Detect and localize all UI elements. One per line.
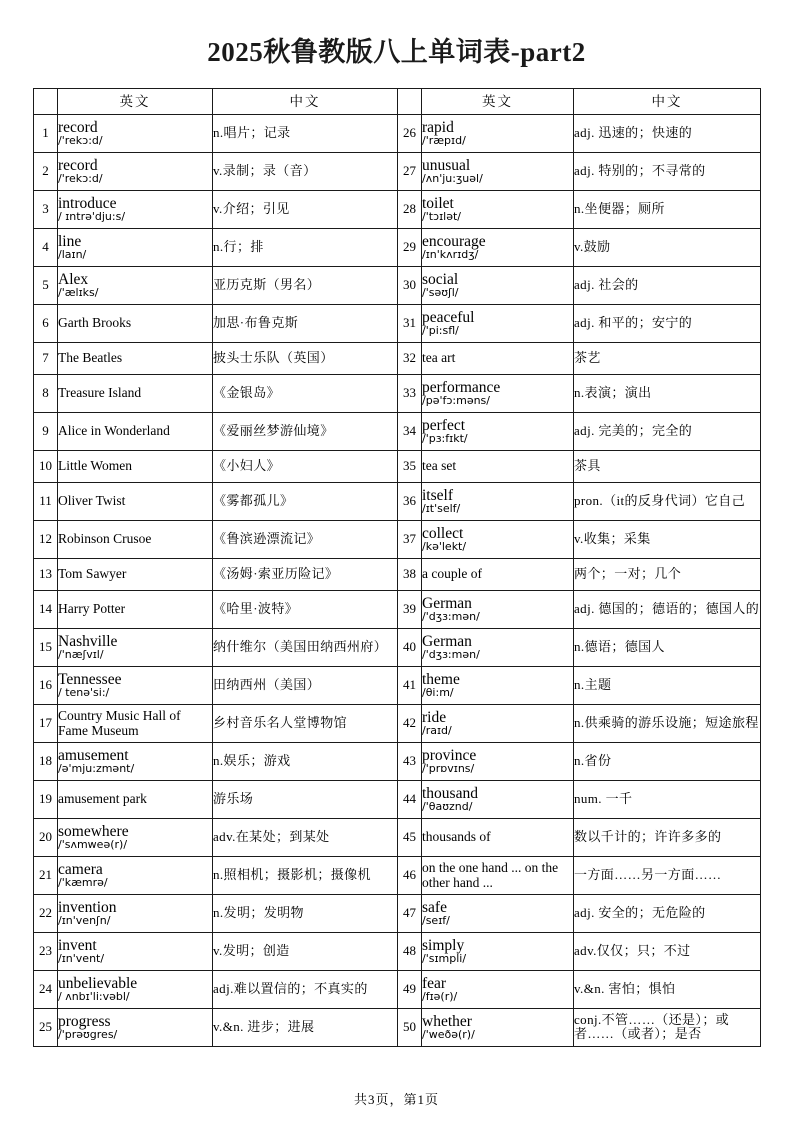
entry-word: perfect (422, 416, 466, 434)
entry-number-right: 45 (398, 818, 422, 856)
entry-phonetic: /seɪf/ (422, 914, 450, 928)
entry-word: tea art (422, 350, 456, 366)
entry-chinese-right: conj.不管……（还是）；或者……（或者）；是否 (574, 1008, 761, 1046)
entry-number-left: 17 (34, 704, 58, 742)
entry-phonetic: / ɪntrə'dju:s/ (58, 210, 126, 224)
table-row (34, 374, 761, 412)
entry-english-left (58, 970, 213, 1008)
entry-word: Nashville (58, 632, 118, 650)
entry-chinese-left: 亚历克斯（男名） (213, 266, 398, 304)
table-row (34, 818, 761, 856)
entry-number-right: 49 (398, 970, 422, 1008)
entry-phonetic: /'səʊʃl/ (422, 286, 459, 300)
entry-chinese-right: n.德语；德国人 (574, 628, 761, 666)
entry-phonetic: /ʌn'ju:ʒuəl/ (422, 172, 483, 186)
entry-word: Alex (58, 270, 89, 288)
entry-chinese-right: 两个；一对；几个 (574, 558, 761, 590)
entry-english-left (58, 450, 213, 482)
table-row (34, 228, 761, 266)
entry-word: peaceful (422, 308, 475, 326)
entry-phonetic: / tenə'si:/ (58, 686, 110, 700)
table-row (34, 152, 761, 190)
entry-english-right (422, 742, 574, 780)
entry-chinese-right: adj. 和平的；安宁的 (574, 304, 761, 342)
entry-word: German (422, 632, 472, 650)
entry-english-left (58, 266, 213, 304)
entry-phonetic: /fɪə(r)/ (422, 990, 458, 1004)
entry-chinese-right: v.收集；采集 (574, 520, 761, 558)
entry-english-left (58, 818, 213, 856)
entry-number-right: 38 (398, 558, 422, 590)
table-row (34, 970, 761, 1008)
table-row (34, 590, 761, 628)
table-row (34, 704, 761, 742)
table-row (34, 628, 761, 666)
entry-english-left (58, 628, 213, 666)
entry-english-right (422, 970, 574, 1008)
entry-chinese-left: n.行；排 (213, 228, 398, 266)
entry-word: toilet (422, 194, 454, 212)
entry-phonetic: /'rekɔ:d/ (58, 172, 103, 186)
table-row (34, 894, 761, 932)
entry-phonetic: /'sʌmweə(r)/ (58, 838, 128, 852)
entry-number-right: 35 (398, 450, 422, 482)
entry-phonetic: /ɪt'self/ (422, 502, 461, 516)
entry-english-left (58, 304, 213, 342)
entry-number-left: 6 (34, 304, 58, 342)
entry-english-right (422, 628, 574, 666)
entry-chinese-left: n.娱乐；游戏 (213, 742, 398, 780)
entry-number-right: 40 (398, 628, 422, 666)
entry-english-left (58, 1008, 213, 1046)
entry-word: Country Music Hall of Fame Museum (58, 707, 181, 739)
entry-word: a couple of (422, 566, 482, 582)
entry-chinese-left: 纳什维尔（美国田纳西州府） (213, 628, 398, 666)
entry-word: progress (58, 1012, 111, 1030)
entry-word: thousands of (422, 829, 491, 845)
entry-number-left: 2 (34, 152, 58, 190)
header-english-right: 英文 (422, 88, 574, 114)
entry-english-left (58, 742, 213, 780)
entry-number-left: 19 (34, 780, 58, 818)
entry-english-left (58, 114, 213, 152)
entry-number-right: 26 (398, 114, 422, 152)
entry-word: fear (422, 974, 447, 992)
table-row (34, 412, 761, 450)
entry-word: amusement (58, 746, 129, 764)
entry-chinese-left: v.录制；录（音） (213, 152, 398, 190)
entry-english-right (422, 152, 574, 190)
entry-english-right (422, 590, 574, 628)
table-row (34, 482, 761, 520)
entry-phonetic: /'ræpɪd/ (422, 134, 466, 148)
entry-phonetic: /'dʒɜ:mən/ (422, 610, 480, 624)
entry-number-left: 21 (34, 856, 58, 894)
entry-word: unbelievable (58, 974, 138, 992)
entry-phonetic: /'prəʊgres/ (58, 1028, 118, 1042)
entry-chinese-right: n.省份 (574, 742, 761, 780)
entry-chinese-left: 《雾都孤儿》 (213, 482, 398, 520)
entry-number-right: 34 (398, 412, 422, 450)
entry-word: introduce (58, 194, 117, 212)
entry-english-right (422, 482, 574, 520)
table-header (34, 88, 761, 114)
entry-phonetic: /kə'lekt/ (422, 540, 467, 554)
entry-word: Treasure Island (58, 385, 142, 401)
table-row (34, 666, 761, 704)
table-row (34, 1008, 761, 1046)
entry-english-left (58, 590, 213, 628)
entry-word: somewhere (58, 822, 129, 840)
table-body (34, 114, 761, 1046)
entry-chinese-left: 田纳西州（美国） (213, 666, 398, 704)
entry-english-left (58, 190, 213, 228)
entry-chinese-right: adj. 社会的 (574, 266, 761, 304)
table-row (34, 856, 761, 894)
entry-phonetic: /pə'fɔ:məns/ (422, 394, 490, 408)
entry-english-right (422, 932, 574, 970)
entry-word: thousand (422, 784, 478, 802)
entry-number-left: 12 (34, 520, 58, 558)
entry-word: rapid (422, 118, 454, 136)
entry-word: on the one hand ... on the other hand ... (422, 859, 559, 891)
entry-number-right: 43 (398, 742, 422, 780)
entry-chinese-left: 《爱丽丝梦游仙境》 (213, 412, 398, 450)
entry-english-right (422, 894, 574, 932)
entry-word: performance (422, 378, 501, 396)
entry-word: Little Women (58, 458, 133, 474)
entry-word: Oliver Twist (58, 493, 126, 509)
entry-chinese-left: v.&n. 进步；进展 (213, 1008, 398, 1046)
entry-phonetic: /'tɔɪlət/ (422, 210, 462, 224)
entry-chinese-left: n.唱片；记录 (213, 114, 398, 152)
entry-english-left (58, 932, 213, 970)
entry-english-right (422, 856, 574, 894)
entry-english-left (58, 704, 213, 742)
entry-english-left (58, 152, 213, 190)
entry-english-left (58, 520, 213, 558)
entry-word: whether (422, 1012, 472, 1030)
entry-phonetic: /ɪn'vent/ (58, 952, 105, 966)
entry-word: itself (422, 486, 453, 504)
entry-phonetic: /raɪd/ (422, 724, 452, 738)
entry-english-right (422, 412, 574, 450)
entry-number-left: 8 (34, 374, 58, 412)
entry-number-right: 44 (398, 780, 422, 818)
entry-number-left: 9 (34, 412, 58, 450)
entry-english-right (422, 1008, 574, 1046)
entry-word: theme (422, 670, 460, 688)
entry-number-right: 41 (398, 666, 422, 704)
entry-number-left: 13 (34, 558, 58, 590)
entry-number-right: 42 (398, 704, 422, 742)
entry-chinese-right: adj. 德国的；德语的；德国人的 (574, 590, 761, 628)
entry-number-left: 20 (34, 818, 58, 856)
entry-phonetic: / ʌnbɪ'li:vəbl/ (58, 990, 130, 1004)
entry-word: record (58, 156, 98, 174)
entry-english-right (422, 450, 574, 482)
vocabulary-table (33, 88, 761, 1047)
entry-phonetic: /'rekɔ:d/ (58, 134, 103, 148)
table-row (34, 266, 761, 304)
entry-phonetic: /'pi:sfl/ (422, 324, 459, 338)
entry-phonetic: /'dʒɜ:mən/ (422, 648, 480, 662)
entry-word: Harry Potter (58, 601, 126, 617)
entry-chinese-left: v.发明；创造 (213, 932, 398, 970)
entry-phonetic: /'sɪmpli/ (422, 952, 467, 966)
entry-word: record (58, 118, 98, 136)
page-title: 2025秋鲁教版八上单词表-part2 (207, 37, 586, 67)
entry-number-left: 25 (34, 1008, 58, 1046)
entry-chinese-right: adj. 迅速的；快速的 (574, 114, 761, 152)
entry-number-right: 50 (398, 1008, 422, 1046)
entry-chinese-right: n.坐便器；厕所 (574, 190, 761, 228)
entry-word: Alice in Wonderland (58, 423, 170, 439)
entry-chinese-left: 《小妇人》 (213, 450, 398, 482)
entry-english-right (422, 114, 574, 152)
entry-number-left: 24 (34, 970, 58, 1008)
header-english-left: 英文 (58, 88, 213, 114)
entry-english-right (422, 666, 574, 704)
entry-chinese-left: n.发明；发明物 (213, 894, 398, 932)
entry-word: province (422, 746, 477, 764)
entry-word: Robinson Crusoe (58, 531, 152, 547)
entry-chinese-right: pron.（it的反身代词）它自己 (574, 482, 761, 520)
vocabulary-table-wrapper (33, 88, 760, 1047)
table-row (34, 520, 761, 558)
entry-number-left: 23 (34, 932, 58, 970)
entry-word: encourage (422, 232, 486, 250)
entry-number-left: 3 (34, 190, 58, 228)
entry-chinese-right: v.&n. 害怕；惧怕 (574, 970, 761, 1008)
table-row (34, 342, 761, 374)
entry-english-left (58, 558, 213, 590)
entry-number-left: 14 (34, 590, 58, 628)
entry-chinese-left: 《汤姆·索亚历险记》 (213, 558, 398, 590)
table-row (34, 304, 761, 342)
entry-chinese-right: 茶艺 (574, 342, 761, 374)
entry-english-right (422, 190, 574, 228)
entry-word: safe (422, 898, 447, 916)
entry-chinese-right: adj. 特别的；不寻常的 (574, 152, 761, 190)
entry-word: camera (58, 860, 103, 878)
entry-number-right: 32 (398, 342, 422, 374)
entry-number-right: 28 (398, 190, 422, 228)
entry-phonetic: /ɪn'venʃn/ (58, 914, 111, 928)
entry-english-left (58, 374, 213, 412)
entry-english-right (422, 228, 574, 266)
entry-english-right (422, 304, 574, 342)
entry-word: invent (58, 936, 97, 954)
entry-english-left (58, 412, 213, 450)
header-chinese-right: 中文 (574, 88, 761, 114)
entry-english-left (58, 780, 213, 818)
entry-english-right (422, 780, 574, 818)
entry-english-left (58, 342, 213, 374)
entry-number-left: 15 (34, 628, 58, 666)
entry-chinese-right: n.表演；演出 (574, 374, 761, 412)
entry-number-left: 10 (34, 450, 58, 482)
entry-chinese-left: v.介绍；引见 (213, 190, 398, 228)
entry-number-left: 1 (34, 114, 58, 152)
header-chinese-left: 中文 (213, 88, 398, 114)
header-index-left (34, 88, 58, 114)
entry-phonetic: /ɪn'kʌrɪdʒ/ (422, 248, 479, 262)
entry-chinese-right: num. 一千 (574, 780, 761, 818)
entry-word: unusual (422, 156, 471, 174)
entry-english-right (422, 520, 574, 558)
entry-chinese-right: adv.仅仅；只；不过 (574, 932, 761, 970)
entry-word: social (422, 270, 459, 288)
table-row (34, 558, 761, 590)
entry-phonetic: /'ælɪks/ (58, 286, 99, 300)
entry-chinese-left: adv.在某处；到某处 (213, 818, 398, 856)
entry-word: line (58, 232, 82, 250)
entry-word: amusement park (58, 791, 147, 807)
entry-number-left: 18 (34, 742, 58, 780)
table-row (34, 932, 761, 970)
entry-english-right (422, 342, 574, 374)
table-row (34, 450, 761, 482)
entry-number-right: 30 (398, 266, 422, 304)
entry-number-right: 33 (398, 374, 422, 412)
entry-number-left: 22 (34, 894, 58, 932)
entry-number-left: 5 (34, 266, 58, 304)
table-row (34, 780, 761, 818)
entry-phonetic: /'kæmrə/ (58, 876, 108, 890)
entry-number-left: 16 (34, 666, 58, 704)
entry-number-left: 4 (34, 228, 58, 266)
entry-number-right: 29 (398, 228, 422, 266)
entry-phonetic: /θi:m/ (422, 686, 454, 700)
table-row (34, 190, 761, 228)
entry-phonetic: /ə'mju:zmənt/ (58, 762, 135, 776)
entry-chinese-left: 披头士乐队（英国） (213, 342, 398, 374)
entry-phonetic: /'næʃvɪl/ (58, 648, 104, 662)
entry-phonetic: /'pɜ:fɪkt/ (422, 432, 468, 446)
table-row (34, 114, 761, 152)
entry-phonetic: /'weðə(r)/ (422, 1028, 475, 1042)
entry-english-left (58, 856, 213, 894)
entry-english-right (422, 704, 574, 742)
entry-chinese-left: 《金银岛》 (213, 374, 398, 412)
entry-word: simply (422, 936, 465, 954)
entry-word: ride (422, 708, 447, 726)
entry-phonetic: /laɪn/ (58, 248, 87, 262)
entry-chinese-right: 一方面……另一方面…… (574, 856, 761, 894)
entry-english-right (422, 266, 574, 304)
entry-english-right (422, 558, 574, 590)
entry-number-right: 37 (398, 520, 422, 558)
entry-english-right (422, 374, 574, 412)
entry-english-right (422, 818, 574, 856)
entry-english-left (58, 228, 213, 266)
entry-number-right: 36 (398, 482, 422, 520)
entry-chinese-right: n.供乘骑的游乐设施；短途旅程 (574, 704, 761, 742)
entry-chinese-right: adj. 安全的；无危险的 (574, 894, 761, 932)
entry-english-left (58, 894, 213, 932)
entry-word: The Beatles (58, 350, 123, 366)
entry-chinese-right: 茶具 (574, 450, 761, 482)
header-index-right (398, 88, 422, 114)
table-row (34, 742, 761, 780)
entry-number-right: 39 (398, 590, 422, 628)
entry-chinese-left: 《哈里·波特》 (213, 590, 398, 628)
entry-chinese-left: n.照相机；摄影机；摄像机 (213, 856, 398, 894)
entry-phonetic: /'θaʊznd/ (422, 800, 473, 814)
entry-word: Tennessee (58, 670, 122, 688)
entry-chinese-left: adj.难以置信的；不真实的 (213, 970, 398, 1008)
entry-number-right: 31 (398, 304, 422, 342)
page-footer: 共3页，第1页 (353, 1092, 439, 1107)
entry-word: invention (58, 898, 117, 916)
entry-word: German (422, 594, 472, 612)
entry-phonetic: /'prɒvɪns/ (422, 762, 475, 776)
entry-number-right: 48 (398, 932, 422, 970)
entry-chinese-left: 乡村音乐名人堂博物馆 (213, 704, 398, 742)
entry-word: Garth Brooks (58, 315, 132, 331)
table-header-row (34, 88, 761, 114)
entry-chinese-right: v.鼓励 (574, 228, 761, 266)
entry-number-right: 27 (398, 152, 422, 190)
entry-word: tea set (422, 458, 457, 474)
entry-chinese-right: n.主题 (574, 666, 761, 704)
entry-number-right: 47 (398, 894, 422, 932)
entry-number-left: 7 (34, 342, 58, 374)
entry-chinese-left: 加思·布鲁克斯 (213, 304, 398, 342)
entry-chinese-left: 游乐场 (213, 780, 398, 818)
entry-number-left: 11 (34, 482, 58, 520)
entry-number-right: 46 (398, 856, 422, 894)
entry-english-left (58, 666, 213, 704)
entry-word: Tom Sawyer (58, 566, 127, 582)
entry-chinese-right: 数以千计的；许许多多的 (574, 818, 761, 856)
entry-word: collect (422, 524, 464, 542)
entry-english-left (58, 482, 213, 520)
entry-chinese-left: 《鲁滨逊漂流记》 (213, 520, 398, 558)
entry-chinese-right: adj. 完美的；完全的 (574, 412, 761, 450)
